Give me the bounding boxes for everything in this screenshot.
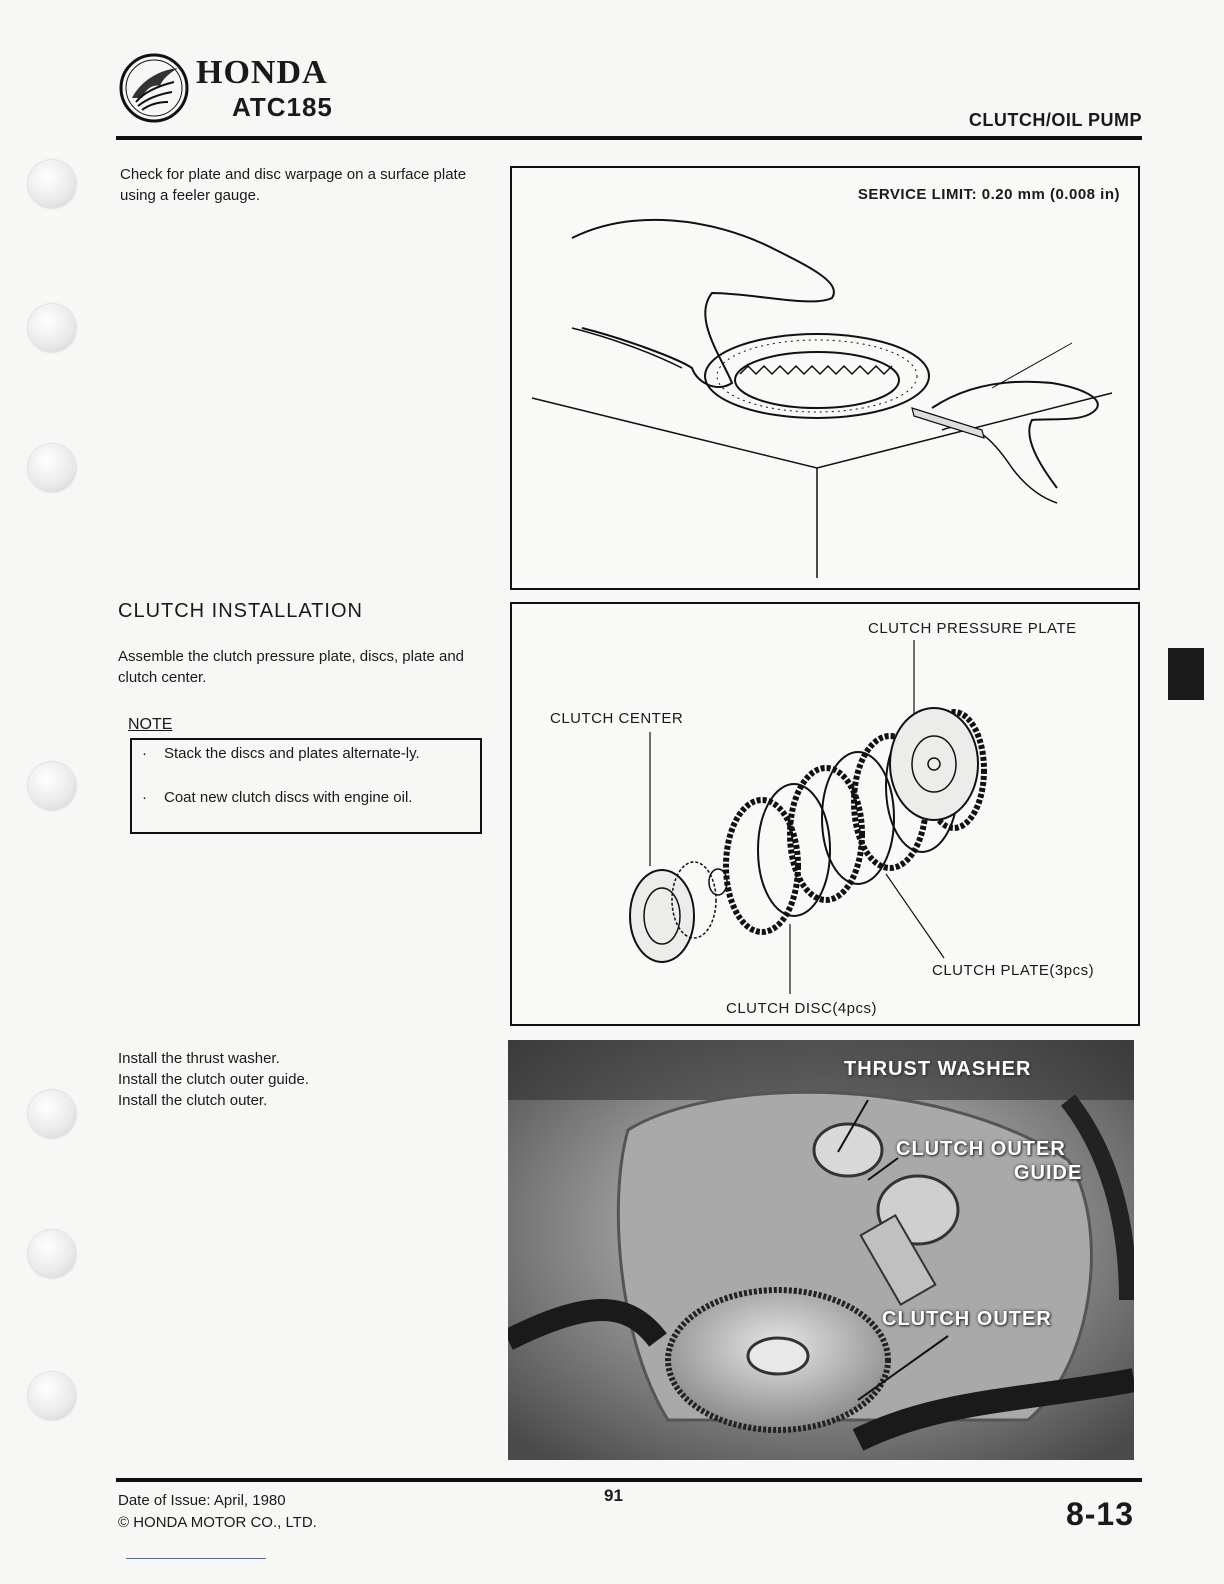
feeler-gauge-illustration — [512, 168, 1138, 588]
note-box — [130, 738, 482, 834]
engine-clutch-photo — [508, 1040, 1134, 1460]
install-step: Install the thrust washer. — [118, 1050, 280, 1067]
install-step: Install the clutch outer guide. — [118, 1071, 309, 1088]
underline-link — [126, 1558, 266, 1559]
note-title: NOTE — [128, 716, 173, 733]
footer-info — [118, 1490, 317, 1534]
model-name: ATC185 — [232, 92, 333, 122]
binder-hole — [28, 762, 76, 810]
binder-hole — [28, 1230, 76, 1278]
binder-hole — [28, 444, 76, 492]
section-tab-marker — [1168, 648, 1204, 700]
brand-name: HONDA — [196, 54, 328, 91]
thrust-washer-label: THRUST WASHER — [844, 1058, 1032, 1080]
binder-hole — [28, 304, 76, 352]
clutch-plate-label: CLUTCH PLATE(3pcs) — [932, 962, 1095, 979]
clutch-outer-label: CLUTCH OUTER — [882, 1308, 1052, 1330]
honda-wing-logo-icon — [118, 52, 190, 124]
note-item: · Stack the discs and plates alternate-ly. — [144, 744, 464, 764]
pressure-plate-label: CLUTCH PRESSURE PLATE — [868, 620, 1077, 637]
note-item: · Coat new clutch discs with engine oil. — [144, 788, 464, 808]
section-heading: CLUTCH INSTALLATION — [118, 600, 363, 622]
section-number: 8-13 — [1065, 1496, 1134, 1532]
clutch-assembly-figure — [510, 602, 1140, 1026]
outer-guide-label-line2: GUIDE — [1014, 1162, 1083, 1184]
assembly-text: Assemble the clutch pressure plate, discs, plate and clutch center. — [118, 648, 465, 686]
install-steps — [118, 1048, 490, 1111]
clutch-center-label: CLUTCH CENTER — [550, 710, 684, 727]
section-title: CLUTCH/OIL PUMP — [968, 110, 1142, 130]
issue-date: Date of Issue: April, 1980 — [118, 1492, 286, 1509]
page-number: 91 — [604, 1486, 623, 1505]
copyright: © HONDA MOTOR CO., LTD. — [118, 1514, 317, 1531]
clutch-exploded-illustration — [512, 604, 1138, 1024]
warpage-figure — [510, 166, 1140, 590]
service-limit-label: SERVICE LIMIT: 0.20 mm (0.008 in) — [857, 186, 1120, 203]
engine-photo-rendering — [508, 1040, 1134, 1460]
outer-guide-label-line1: CLUTCH OUTER — [896, 1138, 1066, 1160]
install-step: Install the clutch outer. — [118, 1092, 268, 1109]
binder-hole — [28, 160, 76, 208]
clutch-disc-label: CLUTCH DISC(4pcs) — [726, 1000, 878, 1017]
warpage-check-text: Check for plate and disc warpage on a surface plate using a feeler gauge. — [120, 166, 467, 204]
header-rule — [116, 136, 1142, 140]
footer-rule — [116, 1478, 1142, 1482]
binder-hole — [28, 1090, 76, 1138]
binder-hole — [28, 1372, 76, 1420]
